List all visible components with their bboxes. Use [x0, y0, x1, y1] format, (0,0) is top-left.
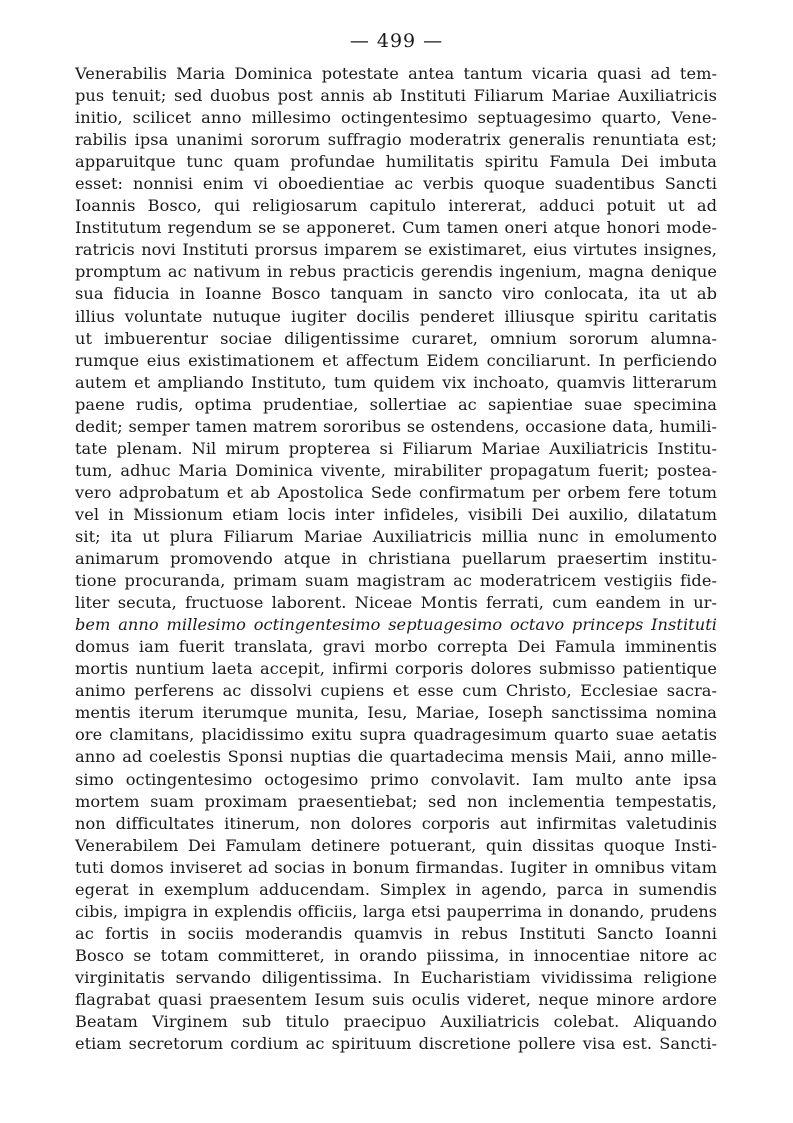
text-line: sit; ita ut plura Filiarum Mariae Auxiliatricis millia nunc in emolumento — [75, 526, 717, 546]
text-line: autem et ampliando Instituto, tum quidem vix inchoato, quamvis litterarum — [75, 372, 717, 392]
text-line: sua fiducia in Ioanne Bosco tanquam in sancto viro conlocata, ita ut ab — [75, 284, 717, 304]
text-line: rabilis ipsa unanimi sororum suffragio moderatrix generalis renuntiata est; — [75, 130, 717, 150]
text-line: vero adprobatum et ab Apostolica Sede confirmatum per orbem fere totum — [75, 482, 717, 502]
text-line: flagrabat quasi praesentem Iesum suis oculis videret, neque minore ardore — [75, 989, 717, 1009]
text-line: virginitatis servando diligentissima. In Eucharistiam vividissima religione — [75, 967, 717, 987]
text-line: ac fortis in sociis moderandis quamvis in rebus Instituti Sancto Ioanni — [75, 923, 717, 943]
text-line: pus tenuit; sed duobus post annis ab Instituti Filiarum Mariae Auxiliatricis — [75, 86, 717, 106]
text-line: animo perferens ac dissolvi cupiens et esse cum Christo, Ecclesiae sacra- — [75, 681, 717, 701]
text-line: liter secuta, fructuose laborent. Niceae Montis ferrati, cum eandem in ur- — [75, 593, 717, 613]
text-line: ore clamitans, placidissimo exitu supra quadragesimum quarto suae aetatis — [75, 725, 717, 745]
text-line: Venerabilem Dei Famulam detinere potuerant, quin dissitas quoque Insti- — [75, 835, 717, 855]
text-line: non difficultates itinerum, non dolores corporis aut infirmitas valetudinis — [75, 813, 717, 833]
text-line: simo octingentesimo octogesimo primo convolavit. Iam multo ante ipsa — [75, 769, 717, 789]
text-line: rumque eius existimationem et affectum Eidem conciliarunt. In perficiendo — [75, 350, 717, 370]
text-line: ratricis novi Instituti prorsus imparem se existimaret, eius virtutes insignes, — [75, 240, 717, 260]
body-text — [75, 63, 717, 1055]
text-line: domus iam fuerit translata, gravi morbo correpta Dei Famula imminentis — [75, 637, 717, 657]
text-line: vel in Missionum etiam locis inter infideles, visibili Dei auxilio, dilatatum — [75, 504, 717, 524]
page-number: — 499 — — [349, 30, 444, 52]
text-line: tione procuranda, primam suam magistram ac moderatricem vestigiis fide- — [75, 571, 717, 591]
text-line: cibis, impigra in explendis officiis, larga etsi pauperrima in donando, prudens — [75, 901, 717, 921]
text-line: egerat in exemplum adducendam. Simplex in agendo, parca in sumendis — [75, 879, 717, 899]
text-line: illius voluntate nutuque iugiter docilis penderet illiusque spiritu caritatis — [75, 306, 717, 326]
text-line: Bosco se totam committeret, in orando piissima, in innocentiae nitore ac — [75, 945, 717, 965]
text-line: etiam secretorum cordium ac spirituum discretione pollere visa est. Sancti- — [75, 1034, 717, 1054]
text-line: Venerabilis Maria Dominica potestate antea tantum vicaria quasi ad tem- — [75, 64, 717, 83]
text-line: esset: nonnisi enim vi oboedientiae ac verbis quoque suadentibus Sancti — [75, 174, 717, 194]
text-line: promptum ac nativum in rebus practicis gerendis ingenium, magna denique — [75, 262, 717, 282]
text-line: mortem suam proximam praesentiebat; sed non inclementia tempestatis, — [75, 791, 717, 811]
text-line: tum, adhuc Maria Dominica vivente, mirabiliter propagatum fuerit; postea- — [75, 460, 717, 480]
text-line: anno ad coelestis Sponsi nuptias die quartadecima mensis Maii, anno mille- — [75, 747, 717, 767]
text-line: dedit; semper tamen matrem sororibus se ostendens, occasione data, humili- — [75, 416, 717, 436]
text-line: Ioannis Bosco, qui religiosarum capitulo intererat, adduci potuit ut ad — [75, 196, 717, 216]
text-line: Beatam Virginem sub titulo praecipuo Auxiliatricis colebat. Aliquando — [75, 1012, 717, 1032]
text-line: animarum promovendo atque in christiana puellarum praesertim institu- — [75, 549, 717, 569]
text-line: mentis iterum iterumque munita, Iesu, Mariae, Ioseph sanctissima nomina — [75, 703, 717, 723]
text-line: initio, scilicet anno millesimo octingentesimo septuagesimo quarto, Vene- — [75, 108, 717, 128]
text-line: apparuitque tunc quam profundae humilitatis spiritu Famula Dei imbuta — [75, 152, 717, 172]
text-line: Institutum regendum se se apponeret. Cum tamen oneri atque honori mode- — [75, 218, 717, 238]
text-line: mortis nuntium laeta accepit, infirmi corporis dolores submisso patientique — [75, 659, 717, 679]
text-line: tuti domos inviseret ad socias in bonum firmandas. Iugiter in omnibus vitam — [75, 857, 717, 877]
text-line: paene rudis, optima prudentiae, sollertiae ac sapientiae suae specimina — [75, 394, 717, 414]
text-line: ut imbuerentur sociae diligentissime curaret, omnium sororum alumna- — [75, 328, 717, 348]
text-line: bem anno millesimo octingentesimo septuagesimo octavo princeps Instituti — [75, 615, 717, 635]
text-line: tate plenam. Nil mirum propterea si Filiarum Mariae Auxiliatricis Institu- — [75, 438, 717, 458]
